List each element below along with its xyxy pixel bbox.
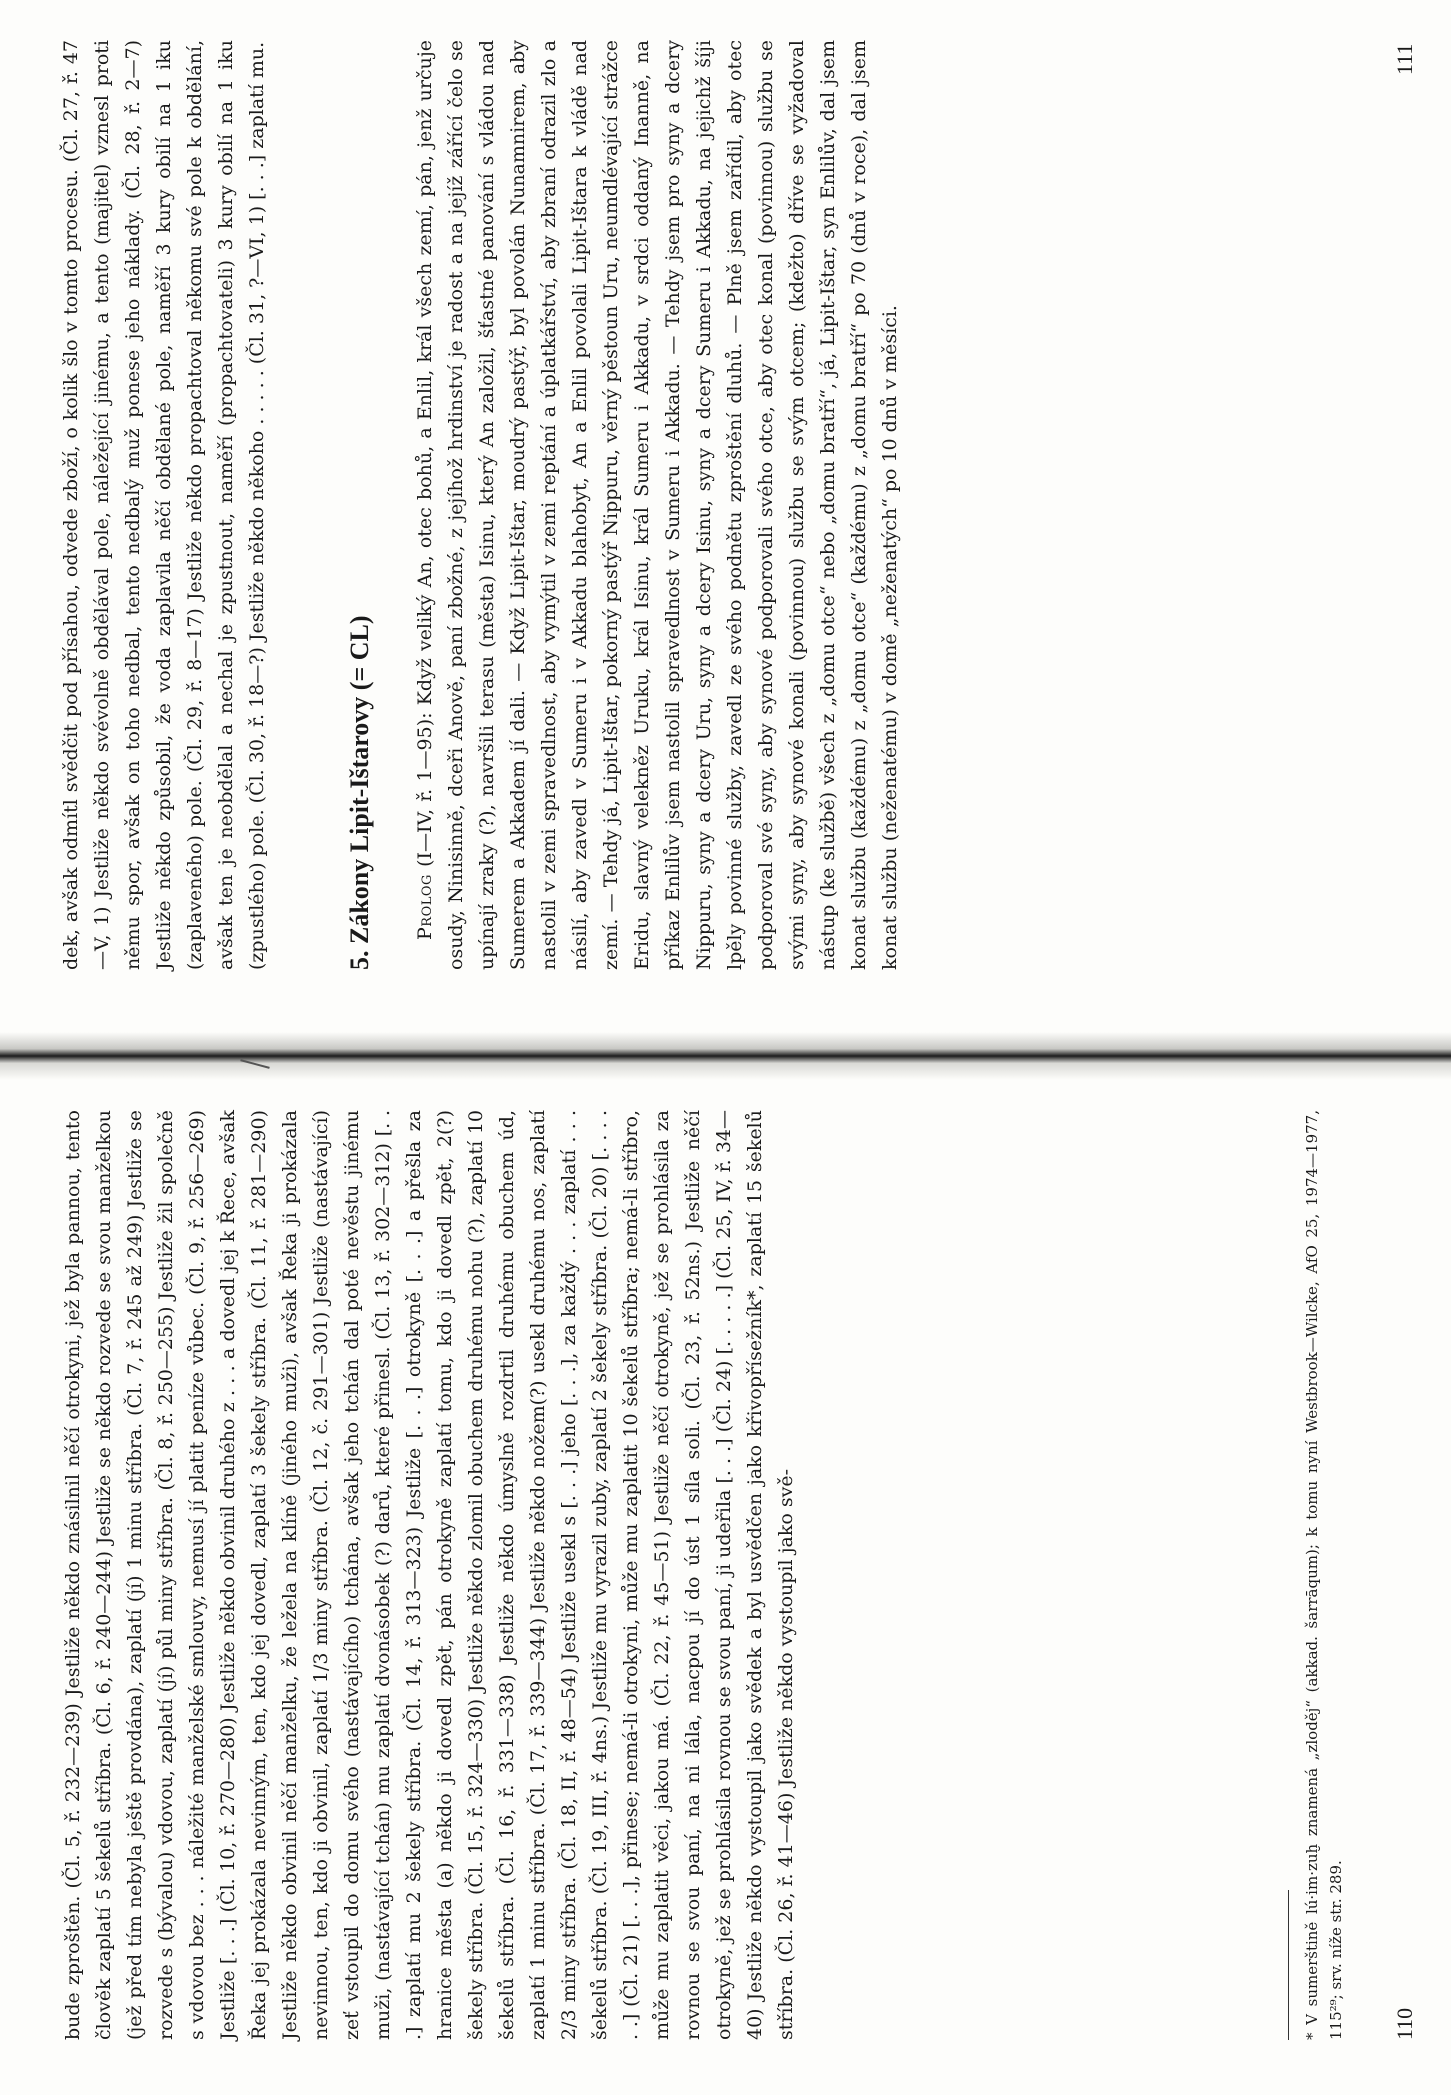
footnote-rule [1288,1890,1289,2040]
prolog-label: Prolog [414,874,436,940]
right-page-body [56,40,273,970]
book-gutter [0,1032,1451,1080]
left-page-paragraph: bude zproštěn. (Čl. 5, ř. 232—239) Jestliže někdo znásilnil něčí otrokyni, jež byla pannou, tento člověk zaplatí 5 šekelů stříbra. (Čl. 6, ř. 240—244) Jestliže se někdo rozvede se svou manželkou (jež před tím nebyla ještě provdána), zaplatí (jí) 1 minu stříbra. (Čl. 7, ř. 245 až 249) Jestliže se rozvede s (bývalou) vdovou, zaplatí (jí) půl miny stříbra. (Čl. 8, ř. 250—255) Jestliže žil společně s vdovou bez . . . náležité manželské smlouvy, nemusí jí platit peníze vůbec. (Čl. 9, ř. 256—269) Jestliže [. . .] (Čl. 10, ř. 270—280) Jestliže někdo obvinil druhého z . . . a dovedl jej k Řece, avšak Řeka jej prokázala nevinným, ten, kdo jej dovedl, zaplatí 3 šekely stříbra. (Čl. 11, ř. 281—290) Jestliže někdo obvinil něčí manželku, že ležela na klíně (jiného muži), avšak Řeka ji prokázala nevinnou, ten, kdo ji obvinil, zaplatí 1/3 miny stříbra. (Čl. 12, č. 291—301) Jestliže (nastávající) zeť vstoupil do domu svého (nastávajícího) tchána, avšak jeho tchán dal poté nevěstu jinému muži, (nastávající tchán) mu zaplatí dvonásobek (?) darů, které přinesl. (Čl. 13, ř. 302—312) [. . .] zaplatí mu 2 šekely stříbra. (Čl. 14, ř. 313—323) Jestliže [. . .] otrokyně [. . .] a přešla za hranice města (a) někdo ji dovedl zpět, pán otrokyně zaplatí tomu, kdo ji dovedl zpět, 2(?) šekely stříbra. (Čl. 15, ř. 324—330) Jestliže někdo zlomil obuchem druhému nohu (?), zaplatí 10 šekelů stříbra. (Čl. 16, ř. 331—338) Jestliže někdo úmyslně rozdrtil druhému obuchem úd, zaplatí 1 minu stříbra. (Čl. 17, ř. 339—344) Jestliže někdo nožem(?) usekl druhému nos, zaplatí 2/3 miny stříbra. (Čl. 18, II, ř. 48—54) Jestliže usekl s [. . .] jeho [. . .], za každý . . . zaplatí . . . šekelů stříbra. (Čl. 19, III, ř. 4ns.) Jestliže mu vyrazil zuby, zaplatí 2 šekely stříbra. (Čl. 20) [. . . . . .] (Čl. 21) [. . .], přinese; nemá-li otrokyni, může mu zaplatit 10 šekelů stříbra; nemá-li stříbro, může mu zaplatit věci, jakou má. (Čl. 22, ř. 45—51) Jestliže něčí otrokyně, jež se prohlásila za rovnou se svou paní, na ni lála, nacpou jí do úst 1 síla soli. (Čl. 23, ř. 52ns.) Jestliže něčí otrokyně, jež se prohlásila rovnou se svou paní, ji udeřila [. . .] (Čl. 24) [. . . . .] (Čl. 25, IV, ř. 34—40) Jestliže někdo vystoupil jako svědek a byl usvědčen jako křivopřísežník*, zaplatí 15 šekelů stříbra. (Čl. 26, ř. 41—46) Jestliže někdo vystoupil jako svě- [62,1110,797,2040]
footnote: * V sumerštině lú·im·zuḫ znamená „zloděj“ (akkad. šarrāqum); k tomu nyní Westbrook—Wilcke, AfO 25, 1974—1977, 115²⁹; srv. níže str. 289. [1303,1110,1345,2040]
left-page [0,1065,1451,2095]
section-heading: 5. Zákony Lipit-Ištarovy (= CL) [345,615,374,970]
right-page-paragraph: dek, avšak odmítl svědčit pod přísahou, odvede zboží, o kolik šlo v tomto procesu. (Čl. 27, ř. 47—V, 1) Jestliže někdo svévolně obdělával pole, náležející jinému, a tento (majitel) vznesl proti němu spor, avšak on toho nedbal, tento nedbalý muž ponese jeho náklady. (Čl. 28, ř. 2—7) Jestliže někdo způsobil, že voda zaplavila něčí obdělané pole, naměří 3 kury obilí na 1 iku (zaplaveného) pole. (Čl. 29, ř. 8—17) Jestliže někdo propachtoval někomu své pole k obdělání, avšak ten je neobdělal a nechal je zpustnout, naměří (propachtovateli) 3 kury obilí na 1 iku (zpustlého) pole. (Čl. 30, ř. 18—?) Jestliže někdo někoho . . . . . (Čl. 31, ?—VI, 1) [. . .] zaplatí mu. [60,40,268,970]
page-number-left: 110 [1392,2007,1417,2040]
right-page [0,0,1451,1025]
left-page-body [58,1110,802,2040]
page-number-right: 111 [1392,43,1417,75]
prolog-text: (I—IV, ř. 1—95): Když veliký An, otec bohů, a Enlil, král všech zemí, pán, jenž určuje osudy, Ninisinně, dceři Anově, paní zbožné, z jejíhož hrdinství je radost a na jejíž zářící čelo se upínají zraky (?), navršili terasu (města) Isinu, který An založil, šťastné panování s vládou nad Sumerem a Akkadem jí dali. — Když Lipit-Ištar, moudrý pastýř, byl povolán Nunamnirem, aby nastolil v zemi spravedlnost, aby vymýtil v zemi reptání a úplatkářství, aby zbraní odrazil zlo a násilí, aby zavedl v Sumeru i v Akkadu blahobyt, An a Enlil povolali Lipit-Ištara k vládě nad zemí. — Tehdy já, Lipit-Ištar, pokorný pastýř Nippuru, věrný pěstoun Uru, neumdlévající strážce Eridu, slavný velekněz Uruku, král Isinu, král Sumeru i Akkadu, v srdci oddaný Inanně, na příkaz Enlilův jsem nastolil spravedlnost v Sumeru i Akkadu. — Tehdy jsem pro syny a dcery Nippuru, syny a dcery Uru, syny a dcery Isinu, syny a dcery Sumeru i Akkadu, na jejichž šíji lpěly povinné služby, zavedl ze svého podnětu zproštění dluhů. — Plně jsem zařídil, aby otec podporoval své syny, aby synové podporovali svého otce, aby otec konal (povinnou) službu se svými syny, aby synové konali (povinnou) službu se svým otcem; (kdežto) dříve se vyžadoval nástup (ke službě) všech z „domu otce“ nebo „domu bratří“, já, Lipit-Ištar, syn Enlilův, dal jsem konat službu (každému) z „domu otce“ (každému) z „domu bratří“ po 70 (dnů v roce), dal jsem konat službu (neženatému) v domě „neženatých“ po 10 dnů v měsíci. [414,40,901,970]
prolog-paragraph [410,40,906,970]
